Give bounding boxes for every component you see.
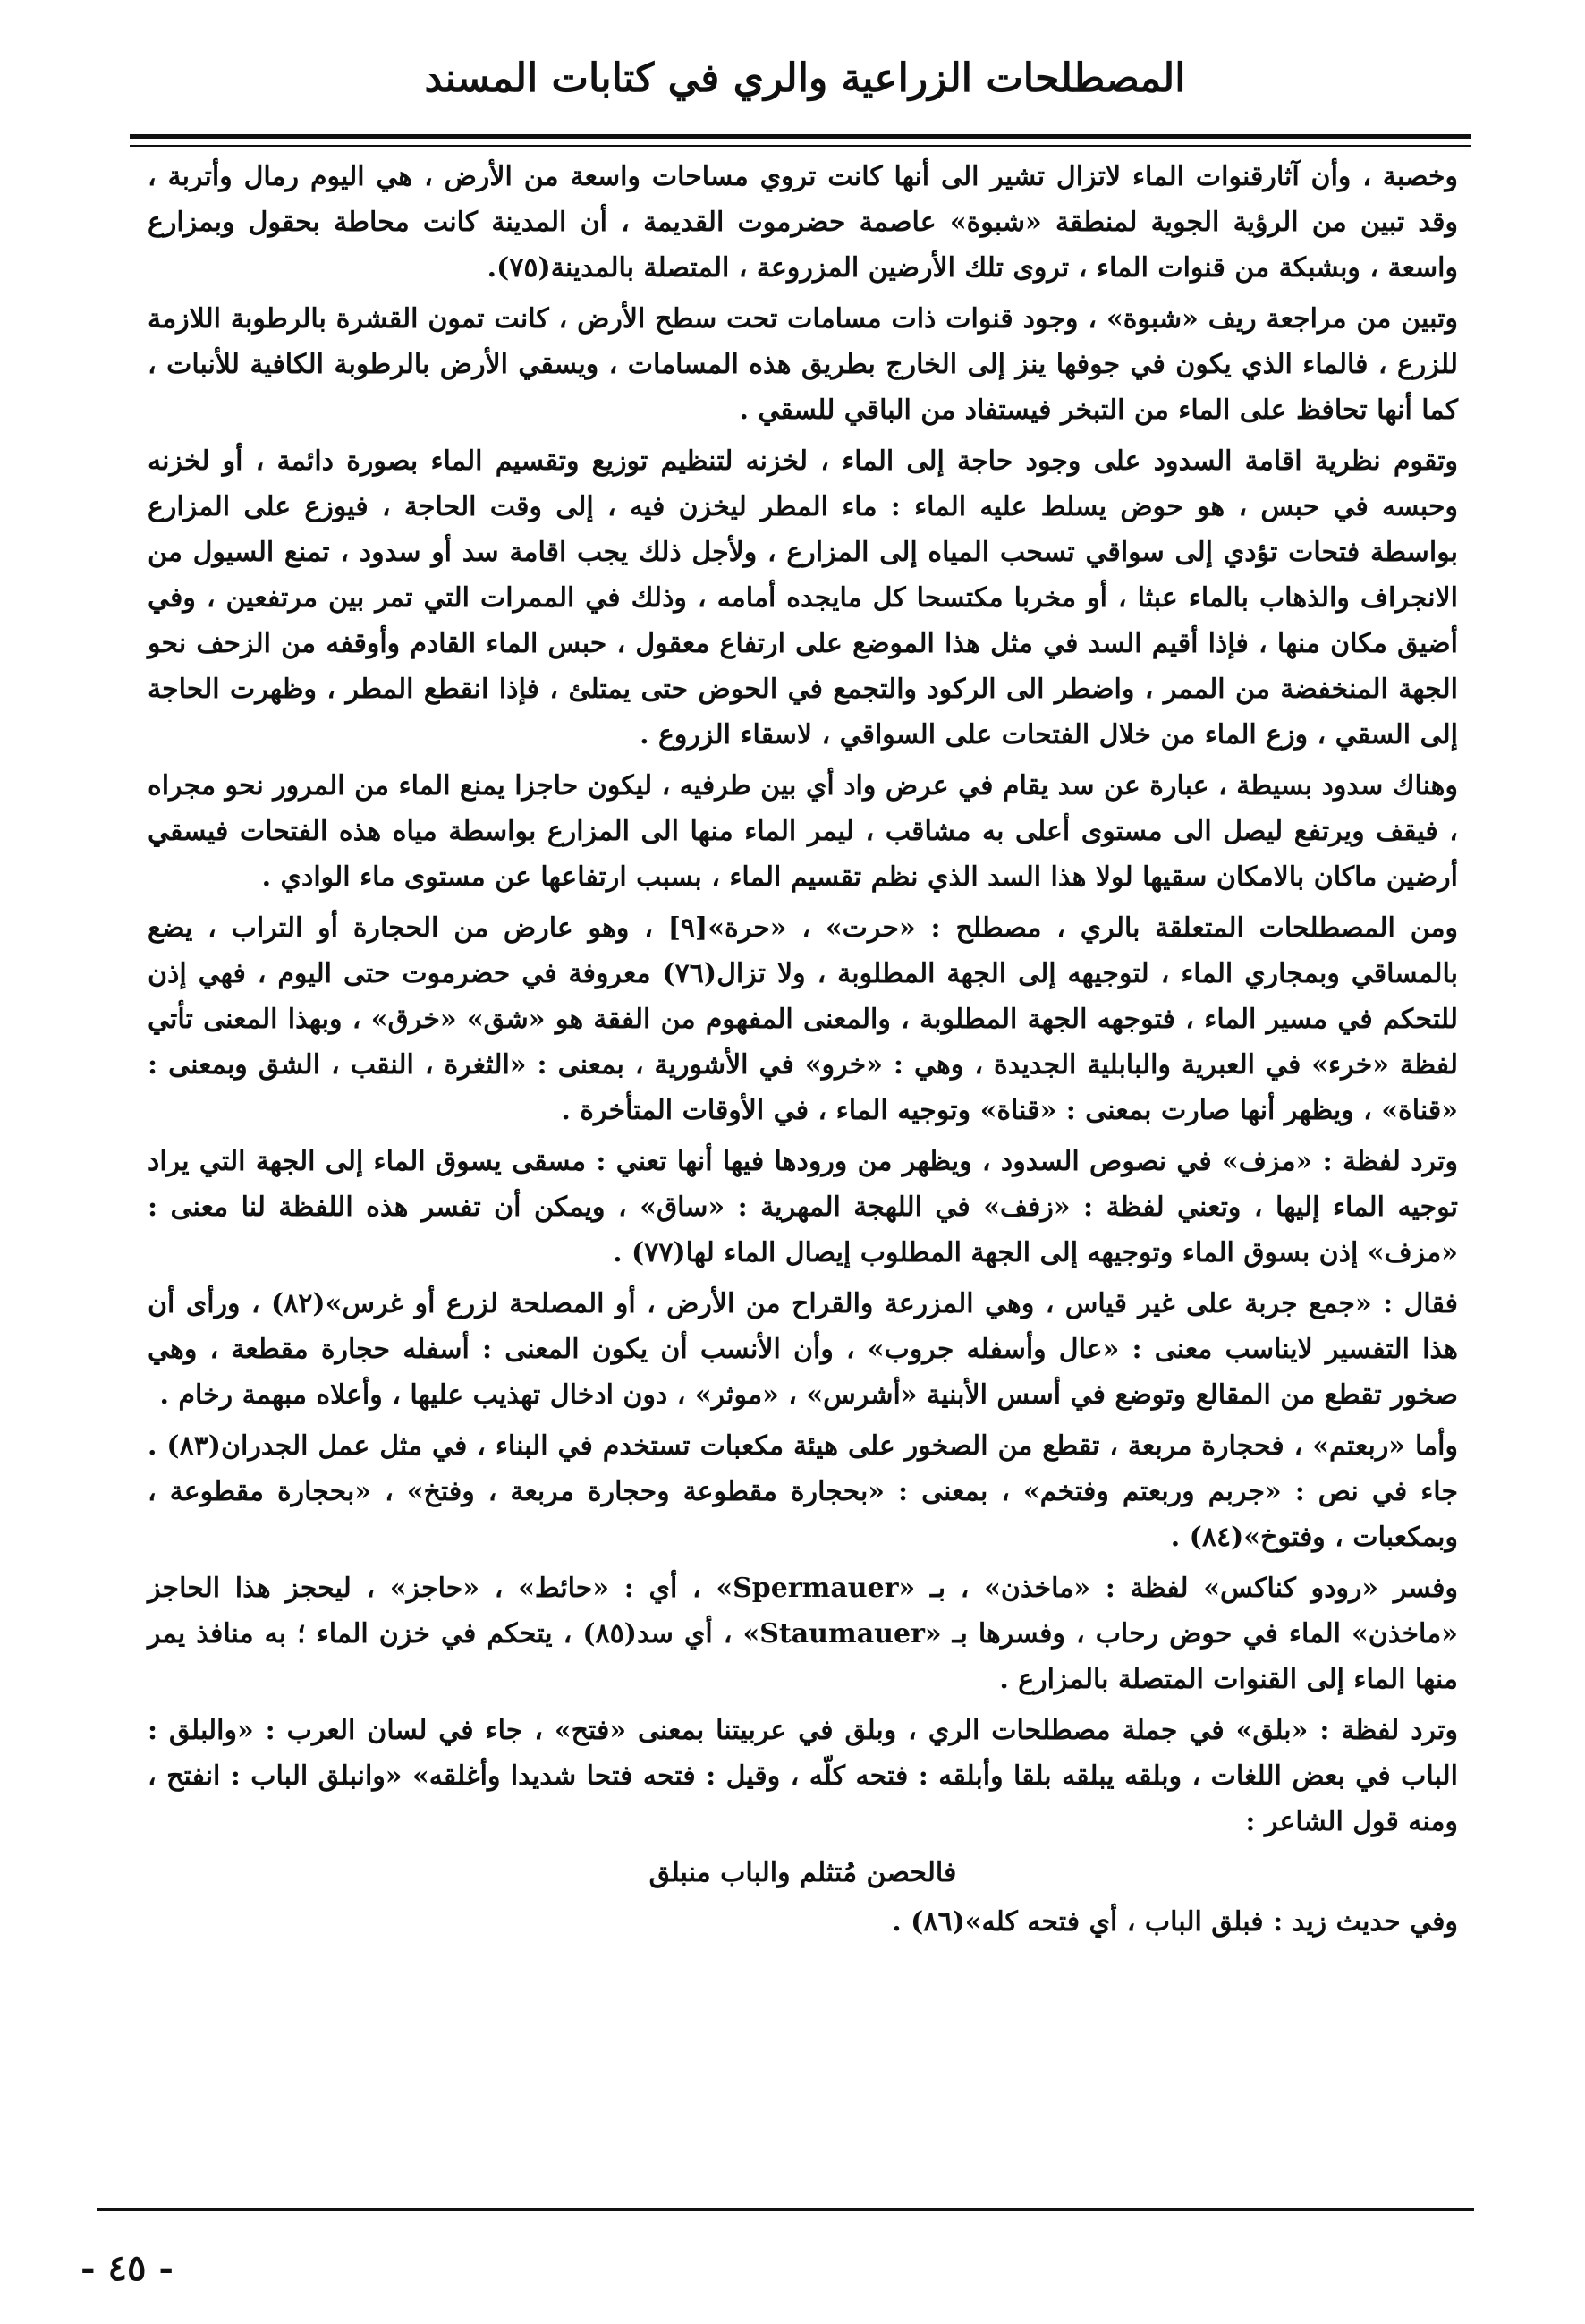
running-header: المصطلحات الزراعية والري في كتابات المسند bbox=[424, 55, 1186, 101]
paragraph: فقال : «جمع جربة على غير قياس ، وهي المزرعة والقراح من الأرض ، أو المصلحة لزرع أو غرس»(٨٢) ، ورأى أن هذا التفسير لايناسب معنى : «عال وأسفله جروب» ، وأن الأنسب أن يكون المعنى : أسفله حجارة مقطعة ، وهي صخور تقطع من المقالع وتوضع في أسس الأبنية «أشرس» ، «موثر» ، دون ادخال تهذيب عليها ، وأعلاه مبهمة رخام . bbox=[148, 1288, 1459, 1411]
paragraph: وترد لفظة : «بلق» في جملة مصطلحات الري ، وبلق في عربيتنا بمعنى «فتح» ، جاء في لسان العرب : «والبلق : الباب في بعض اللغات ، وبلقه يبلقه بلقا وأبلقه : فتحه كلّه ، وقيل : فتحه فتحا شديدا وأغلقه» «وانبلق الباب : انفتح ، ومنه قول الشاعر : bbox=[148, 1715, 1458, 1837]
paragraph: وتبين من مراجعة ريف «شبوة» ، وجود قنوات ذات مسامات تحت سطح الأرض ، كانت تمون القشرة بالرطوبة اللازمة للزرع ، فالماء الذي يكون في جوفها ينز إلى الخارج بطريق هذه المسامات ، ويسقي الأرض بالرطوبة الكافية للأنبات ، كما أنها تحافظ على الماء من التبخر فيستفاد من الباقي للسقي . bbox=[148, 303, 1458, 426]
paragraph: وخصبة ، وأن آثارقنوات الماء لاتزال تشير الى أنها كانت تروي مساحات واسعة من الأرض ، هي اليوم رمال وأتربة ، وقد تبين من الرؤية الجوية لمنطقة «شبوة» عاصمة حضرموت القديمة ، أن المدينة كانت محاطة بحقول وبمزارع واسعة ، وبشبكة من قنوات الماء ، تروى تلك الأرضين المزروعة ، المتصلة بالمدينة(٧٥). bbox=[148, 161, 1458, 284]
paragraph: وأما «ربعتم» ، فحجارة مربعة ، تقطع من الصخور على هيئة مكعبات تستخدم في البناء ، في مثل عمل الجدران(٨٣) . جاء في نص : «جربم وربعتم وفتخم» ، بمعنى : «بحجارة مقطوعة وحجارة مربعة ، وفتخ» ، «بحجارة مقطوعة ، وبمكعبات ، وفتوخ»(٨٤) . bbox=[148, 1430, 1458, 1553]
header-rule-thin bbox=[130, 145, 1471, 147]
page-number: - ٤٥ - bbox=[81, 2247, 174, 2289]
paragraph: ومن المصطلحات المتعلقة بالري ، مصطلح : «حرت» ، «حرة»[٩] ، وهو عارض من الحجارة أو التراب ، يضع بالمساقي وبمجاري الماء ، لتوجيهه إلى الجهة المطلوبة ، ولا تزال(٧٦) معروفة في حضرموت حتى اليوم ، فهي إذن للتحكم في مسير الماء ، فتوجهه الجهة المطلوبة ، والمعنى المفهوم من الفقة هو «شق» «خرق» ، وبهذا المعنى تأتي لفظة «خرء» في العبرية والبابلية الجديدة ، وهي : «خرو» في الأشورية ، بمعنى : «الثغرة ، النقب ، الشق وبمعنى : «قناة» ، ويظهر أنها صارت بمعنى : «قناة» وتوجيه الماء ، في الأوقات المتأخرة . bbox=[148, 912, 1458, 1126]
paragraph: وفسر «رودو كناكس» لفظة : «ماخذن» ، بـ «Spermauer» ، أي : «حائط» ، «حاجز» ، ليحجز هذا الحاجز «ماخذن» الماء في حوض رحاب ، وفسرها بـ «Staumauer» ، أي سد(٨٥) ، يتحكم في خزن الماء ؛ به منافذ يمر منها الماء إلى القنوات المتصلة بالمزارع . bbox=[148, 1573, 1458, 1695]
body-text bbox=[148, 154, 1458, 1950]
header-rule-thick bbox=[130, 134, 1471, 139]
paragraph: وهناك سدود بسيطة ، عبارة عن سد يقام في عرض واد أي بين طرفيه ، ليكون حاجزا يمنع الماء من المرور نحو مجراه ، فيقف ويرتفع ليصل الى مستوى أعلى به مشاقب ، ليمر الماء منها الى المزارع بواسطة مياه هذه الفتحات فيسقي أرضين ماكان بالامكان سقيها لولا هذا السد الذي نظم تقسيم الماء ، بسبب ارتفاعها عن مستوى ماء الوادي . bbox=[148, 770, 1458, 893]
closing-line: وفي حديث زيد : فبلق الباب ، أي فتحه كله»(٨٦) . bbox=[892, 1906, 1458, 1938]
paragraph: وترد لفظة : «مزف» في نصوص السدود ، ويظهر من ورودها فيها أنها تعني : مسقى يسوق الماء إلى الجهة التي يراد توجيه الماء إليها ، وتعني لفظة : «زفف» في اللهجة المهرية : «ساق» ، ويمكن أن تفسر هذه اللفظة لنا معنى : «مزف» إذن بسوق الماء وتوجيهه إلى الجهة المطلوب إيصال الماء لها(٧٧) . bbox=[148, 1146, 1458, 1268]
paragraph: وتقوم نظرية اقامة السدود على وجود حاجة إلى الماء ، لخزنه لتنظيم توزيع وتقسيم الماء بصورة دائمة ، أو لخزنه وحبسه في حبس ، هو حوض يسلط عليه الماء : ماء المطر ليخزن فيه ، إلى وقت الحاجة ، فيوزع على المزارع بواسطة فتحات تؤدي إلى سواقي تسحب المياه إلى المزارع ، ولأجل ذلك يجب اقامة سد أو سدود ، تمنع السيول من الانجراف والذهاب بالماء عبثا ، أو مخربا مكتسحا كل مايجده أمامه ، وذلك في الممرات التي تمر بين مرتفعين ، وفي أضيق مكان منها ، فإذا أقيم السد في مثل هذا الموضع على ارتفاع معقول ، حبس الماء القادم وأوقفه من الزحف نحو الجهة المنخفضة من الممر ، واضطر الى الركود والتجمع في الحوض حتى يمتلئ ، فإذا انقطع المطر ، وظهرت الحاجة إلى السقي ، وزع الماء من خلال الفتحات على السواقي ، لاسقاء الزروع . bbox=[148, 445, 1458, 751]
verse-line: فالحصن مُتثلم والباب منبلق bbox=[648, 1857, 957, 1888]
footer-rule bbox=[97, 2208, 1474, 2211]
